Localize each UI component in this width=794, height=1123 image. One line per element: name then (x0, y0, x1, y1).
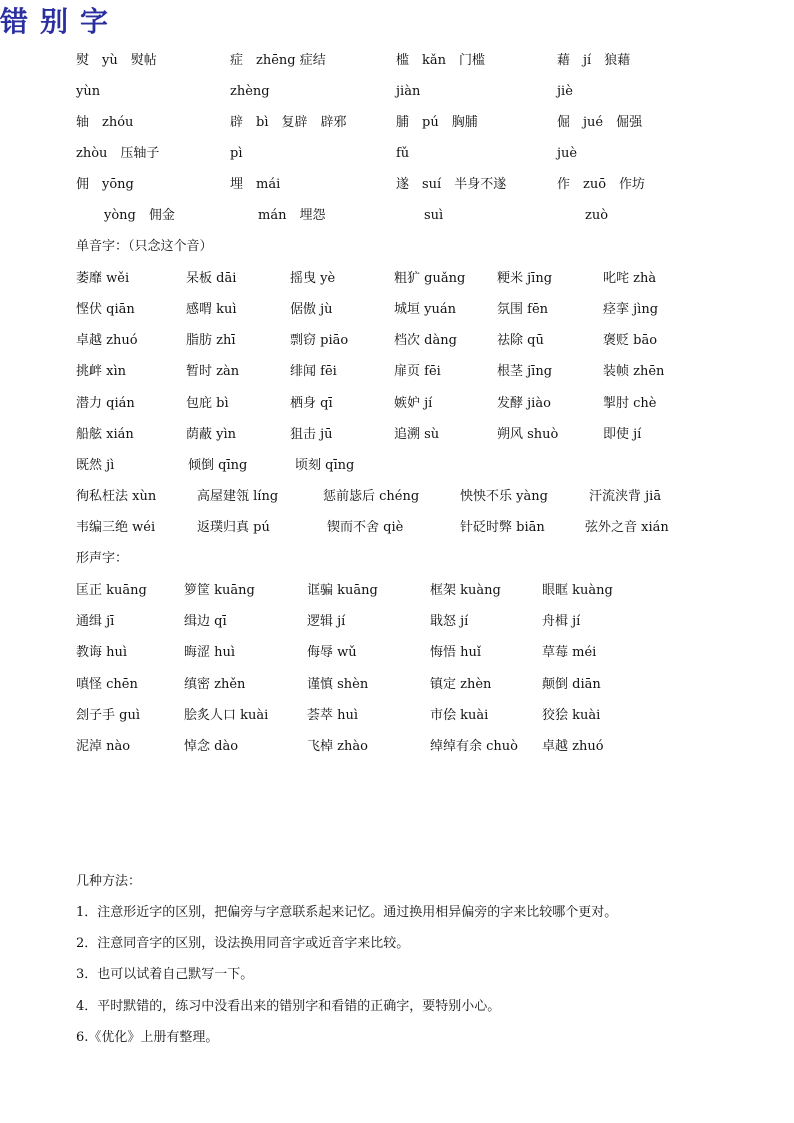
methods-title: 几种方法： (76, 874, 142, 889)
single-reading-word: 朔风 shuò (497, 427, 559, 442)
single-reading-word: 怏怏不乐 yàng (460, 489, 548, 504)
single-reading-word: 韦编三绝 wéi (76, 520, 156, 535)
phono-word: 教诲 huì (76, 645, 128, 660)
single-reading-word: 包庇 bì (186, 396, 229, 411)
single-reading-word: 既然 jì (76, 458, 115, 473)
single-reading-word: 针砭时弊 biān (460, 520, 545, 535)
multi-reading-cell: zhòu 压轴子 (76, 146, 160, 161)
phono-word: 缜密 zhěn (184, 677, 246, 692)
phono-word: 谨慎 shèn (307, 677, 369, 692)
phono-word: 荟萃 huì (307, 708, 359, 723)
phono-word: 悔悟 huǐ (430, 645, 482, 660)
single-reading-word: 锲而不舍 qiè (327, 520, 404, 535)
phono-word: 狡狯 kuài (542, 708, 601, 723)
single-reading-word: 弦外之音 xián (585, 520, 669, 535)
multi-reading-cell: 辟 bì 复辟 辟邪 (230, 115, 347, 130)
single-reading-word: 船舷 xián (76, 427, 134, 442)
single-reading-word: 倾倒 qīng (188, 458, 248, 473)
single-reading-word: 档次 dàng (394, 333, 457, 348)
single-reading-word: 追溯 sù (394, 427, 440, 442)
phono-word: 颠倒 diān (542, 677, 601, 692)
phono-word: 绰绰有余 chuò (430, 739, 518, 754)
phono-word: 舟楫 jí (542, 614, 581, 629)
single-reading-word: 脂肪 zhī (186, 333, 236, 348)
single-reading-word: 惩前毖后 chéng (323, 489, 420, 504)
single-reading-word: 发酵 jiào (497, 396, 551, 411)
phono-word: 市侩 kuài (430, 708, 489, 723)
multi-reading-cell: zuò (585, 208, 609, 223)
single-reading-word: 扉页 fēi (394, 364, 441, 379)
single-reading-word: 根茎 jīng (497, 364, 553, 379)
phono-word: 侮辱 wǔ (307, 645, 357, 660)
phono-word: 缉边 qī (184, 614, 227, 629)
multi-reading-cell: yòng 佣金 (104, 208, 175, 223)
single-reading-word: 挑衅 xìn (76, 364, 126, 379)
multi-reading-cell: 埋 mái (230, 177, 281, 192)
phono-word: 泥淖 nào (76, 739, 131, 754)
phono-word: 眼眶 kuàng (542, 583, 613, 598)
method-item: 6.《优化》上册有整理。 (76, 1030, 219, 1045)
single-reading-word: 悭伏 qiān (76, 302, 135, 317)
multi-reading-cell: 症 zhēng 症结 (230, 53, 326, 68)
multi-reading-cell: jiè (557, 84, 573, 99)
phono-word: 悼念 dào (184, 739, 239, 754)
multi-reading-cell: mán 埋怨 (258, 208, 326, 223)
multi-reading-cell: 熨 yù 熨帖 (76, 53, 157, 68)
phono-word: 逻辑 jí (307, 614, 346, 629)
single-reading-word: 潜力 qián (76, 396, 135, 411)
multi-reading-cell: 佣 yōng (76, 177, 134, 192)
single-reading-word: 装帧 zhēn (603, 364, 665, 379)
phono-word: 脍炙人口 kuài (184, 708, 269, 723)
single-reading-word: 氛围 fēn (497, 302, 549, 317)
single-reading-word: 暂时 zàn (186, 364, 240, 379)
multi-reading-cell: pì (230, 146, 243, 161)
phono-word: 通缉 jī (76, 614, 115, 629)
multi-reading-cell: suì (424, 208, 444, 223)
multi-reading-cell: 藉 jí 狼藉 (557, 53, 631, 68)
single-reading-word: 掣肘 chè (603, 396, 657, 411)
phono-word: 刽子手 guì (76, 708, 140, 723)
phono-word: 箩筐 kuāng (184, 583, 255, 598)
single-reading-word: 汗流浃背 jiā (589, 489, 662, 504)
multi-reading-cell: yùn (76, 84, 101, 99)
single-reading-word: 高屋建瓴 líng (197, 489, 279, 504)
section-heading: 错别字 (0, 5, 121, 38)
single-reading-word: 返璞归真 pú (197, 520, 270, 535)
single-reading-word: 感喟 kuì (186, 302, 237, 317)
single-reading-word: 卓越 zhuó (76, 333, 138, 348)
phono-word: 匡正 kuāng (76, 583, 147, 598)
phono-word: 框架 kuàng (430, 583, 501, 598)
single-reading-word: 祛除 qū (497, 333, 544, 348)
phono-title: 形声字： (76, 551, 129, 566)
phono-word: 诓骗 kuāng (307, 583, 378, 598)
single-reading-word: 顷刻 qīng (295, 458, 355, 473)
single-reading-word: 狙击 jū (290, 427, 333, 442)
single-reading-word: 栖身 qī (290, 396, 333, 411)
single-reading-word: 摇曳 yè (290, 271, 336, 286)
method-item: 1．注意形近字的区别，把偏旁与字意联系起来记忆。通过换用相异偏旁的字来比较哪个更对。 (76, 905, 618, 920)
single-reading-word: 绯闻 fēi (290, 364, 337, 379)
single-reading-word: 城垣 yuán (394, 302, 456, 317)
multi-reading-cell: jiàn (396, 84, 421, 99)
single-reading-word: 粳米 jīng (497, 271, 553, 286)
single-reading-word: 呆板 dāi (186, 271, 237, 286)
single-reading-word: 荫蔽 yìn (186, 427, 237, 442)
single-reading-word: 剽窃 piāo (290, 333, 349, 348)
phono-word: 飞棹 zhào (307, 739, 368, 754)
single-reading-word: 徇私枉法 xùn (76, 489, 157, 504)
multi-reading-cell: zhèng (230, 84, 270, 99)
multi-reading-cell: 倔 jué 倔强 (557, 115, 643, 130)
multi-reading-cell: 轴 zhóu (76, 115, 134, 130)
single-reading-title: 单音字：（只念这个音） (76, 239, 213, 254)
method-item: 4．平时默错的，练习中没看出来的错别字和看错的正确字，要特别小心。 (76, 999, 501, 1014)
single-reading-word: 粗犷 guǎng (394, 271, 466, 286)
phono-word: 草莓 méi (542, 645, 597, 660)
single-reading-word: 倨傲 jù (290, 302, 333, 317)
single-reading-word: 萎靡 wěi (76, 271, 130, 286)
phono-word: 嗔怪 chēn (76, 677, 138, 692)
multi-reading-cell: 脯 pú 胸脯 (396, 115, 478, 130)
phono-word: 戢怒 jí (430, 614, 469, 629)
single-reading-word: 叱咤 zhà (603, 271, 657, 286)
single-reading-word: 即使 jí (603, 427, 642, 442)
single-reading-word: 痉挛 jìng (603, 302, 659, 317)
multi-reading-cell: 槛 kǎn 门槛 (396, 53, 486, 68)
multi-reading-cell: juè (557, 146, 578, 161)
phono-word: 晦涩 huì (184, 645, 236, 660)
method-item: 2．注意同音字的区别，设法换用同音字或近音字来比较。 (76, 936, 410, 951)
single-reading-word: 嫉妒 jí (394, 396, 433, 411)
phono-word: 卓越 zhuó (542, 739, 604, 754)
single-reading-word: 褒贬 bāo (603, 333, 658, 348)
multi-reading-cell: 作 zuō 作坊 (557, 177, 646, 192)
method-item: 3．也可以试着自己默写一下。 (76, 967, 254, 982)
multi-reading-cell: fǔ (396, 146, 410, 161)
phono-word: 镇定 zhèn (430, 677, 492, 692)
multi-reading-cell: 遂 suí 半身不遂 (396, 177, 507, 192)
